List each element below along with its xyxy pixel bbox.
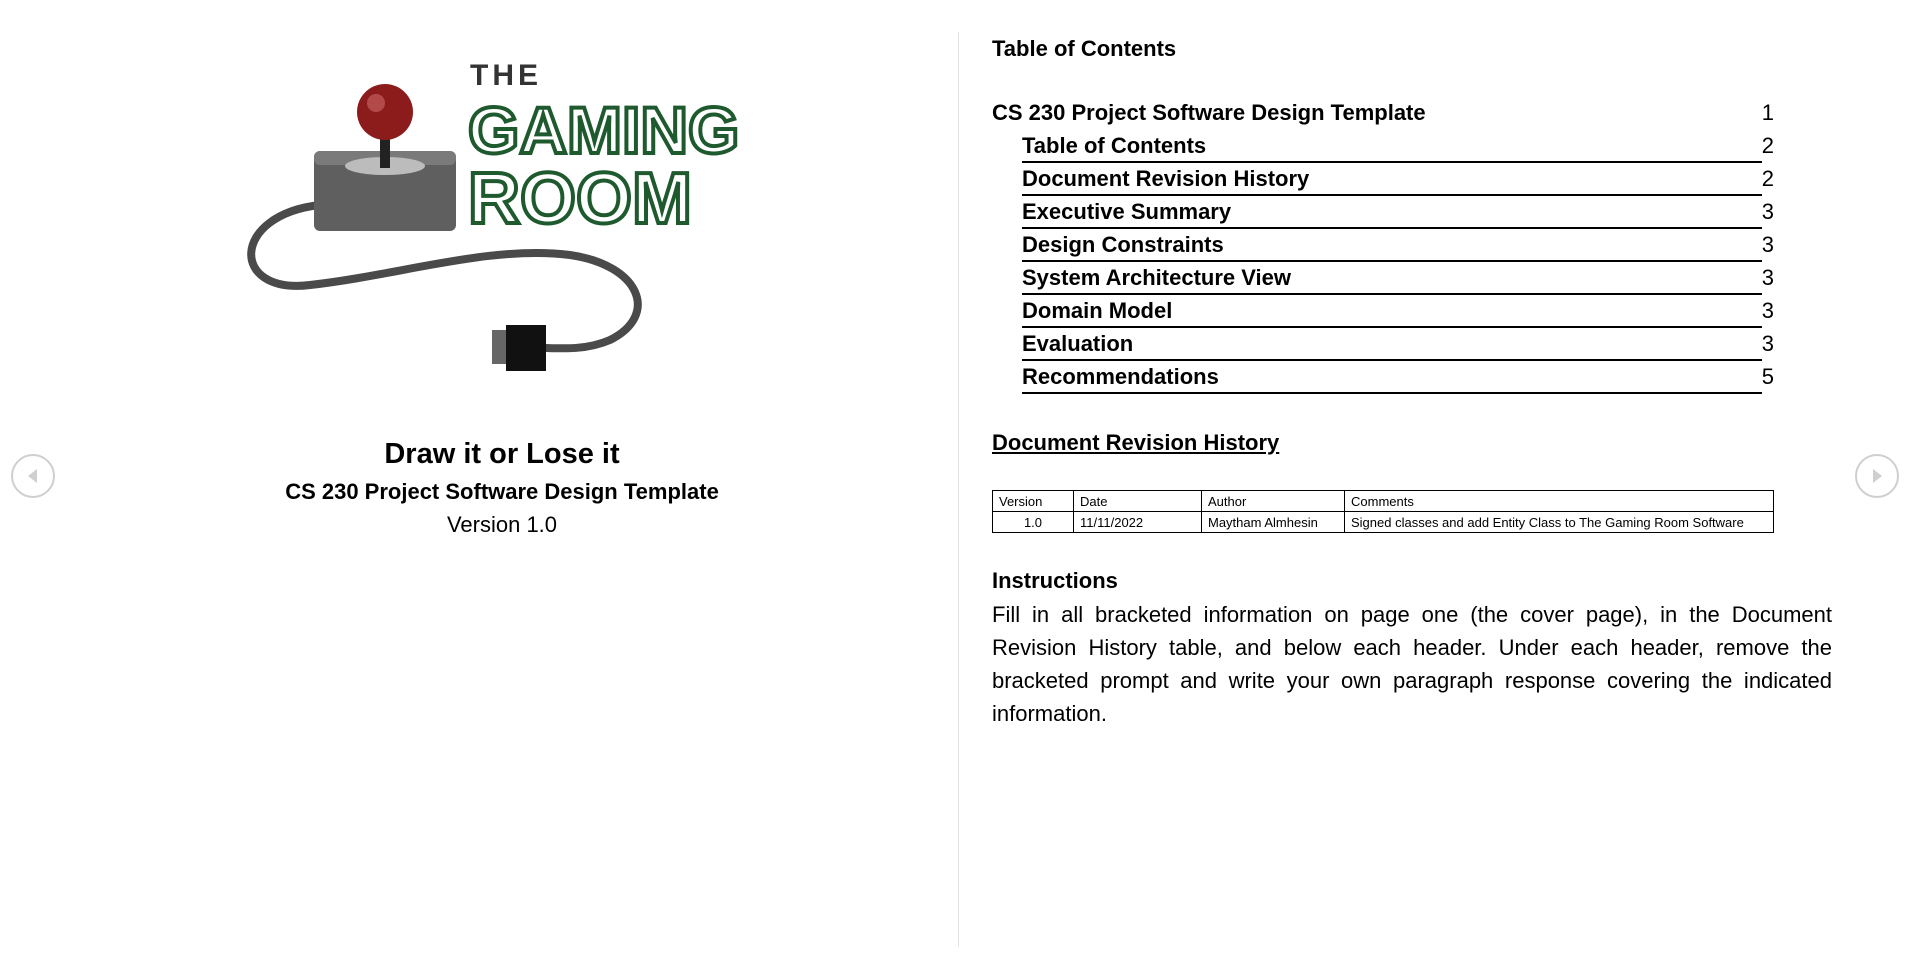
toc-entry[interactable] (992, 199, 1774, 229)
toc-entry[interactable] (992, 265, 1774, 295)
toc-entry-rule (1022, 194, 1762, 196)
document-title: Draw it or Lose it (384, 438, 620, 470)
table-header-row (993, 491, 1774, 512)
toc-entry-label: Document Revision History (1022, 166, 1310, 191)
column-header-comments: Comments (1345, 491, 1774, 512)
toc-entry-label: Domain Model (1022, 298, 1173, 323)
toc-entry-page: 1 (1761, 100, 1774, 125)
logo-gaming-text: GAMING (468, 93, 740, 167)
toc-entry-rule (1022, 392, 1762, 394)
column-header-version: Version (993, 491, 1074, 512)
toc-entry-page: 3 (1761, 331, 1774, 356)
toc-entry-label: CS 230 Project Software Design Template (992, 100, 1426, 125)
document-subtitle: CS 230 Project Software Design Template (285, 479, 719, 504)
logo-the-text: THE (470, 59, 542, 92)
toc-entry-label: Recommendations (1022, 364, 1219, 389)
toc-entry[interactable] (992, 298, 1774, 328)
toc-entry-rule (1022, 161, 1762, 163)
toc-entry[interactable] (992, 232, 1774, 262)
toc-entry-label: Table of Contents (1022, 133, 1207, 158)
toc-entry-rule (1022, 326, 1762, 328)
toc-entry-label: System Architecture View (1022, 265, 1292, 290)
toc-entry-label: Executive Summary (1022, 199, 1232, 224)
chevron-left-icon (24, 467, 42, 485)
toc-entry-rule (1022, 293, 1762, 295)
table-row (993, 512, 1774, 533)
toc-entry-page: 5 (1761, 364, 1774, 389)
next-page-button[interactable] (1855, 454, 1899, 498)
column-header-author: Author (1202, 491, 1345, 512)
toc-entry[interactable] (992, 364, 1774, 394)
toc-entry[interactable] (992, 331, 1774, 361)
gaming-room-logo (230, 55, 750, 385)
chevron-right-icon (1868, 467, 1886, 485)
toc-entry-label: Design Constraints (1022, 232, 1224, 257)
toc-entry-label: Evaluation (1022, 331, 1134, 356)
toc-heading: Table of Contents (992, 36, 1177, 61)
table-cell-date: 11/11/2022 (1074, 512, 1202, 533)
table-cell-author: Maytham Almhesin (1202, 512, 1345, 533)
toc-entry-rule (1022, 359, 1762, 361)
toc-entry-page: 3 (1761, 199, 1774, 224)
toc-entry[interactable] (992, 100, 1774, 130)
instructions-heading: Instructions (992, 568, 1118, 593)
toc-entry[interactable] (992, 133, 1774, 163)
toc-entry-page: 2 (1761, 166, 1774, 191)
page-divider (958, 32, 959, 947)
toc-entry-page: 3 (1761, 232, 1774, 257)
toc-entry-page: 3 (1761, 265, 1774, 290)
toc-entry-page: 2 (1761, 133, 1774, 158)
toc-entry-rule (1022, 260, 1762, 262)
revision-history-table (992, 490, 1774, 533)
revision-history-heading: Document Revision History (992, 430, 1280, 455)
toc-entry-rule (1022, 227, 1762, 229)
toc-entry[interactable] (992, 166, 1774, 196)
logo-room-text: ROOM (468, 159, 692, 239)
table-cell-version: 1.0 (993, 512, 1074, 533)
document-version: Version 1.0 (446, 512, 558, 537)
previous-page-button[interactable] (11, 454, 55, 498)
toc-entry-page: 3 (1761, 298, 1774, 323)
column-header-date: Date (1074, 491, 1202, 512)
instructions-body: Fill in all bracketed information on page one (the cover page), in the Document Revision History table, and below each header. Under each header, remove the bracketed prompt and write your own paragraph response covering the indicated information. (992, 602, 1832, 726)
table-cell-comments: Signed classes and add Entity Class to The Gaming Room Software (1345, 512, 1774, 533)
